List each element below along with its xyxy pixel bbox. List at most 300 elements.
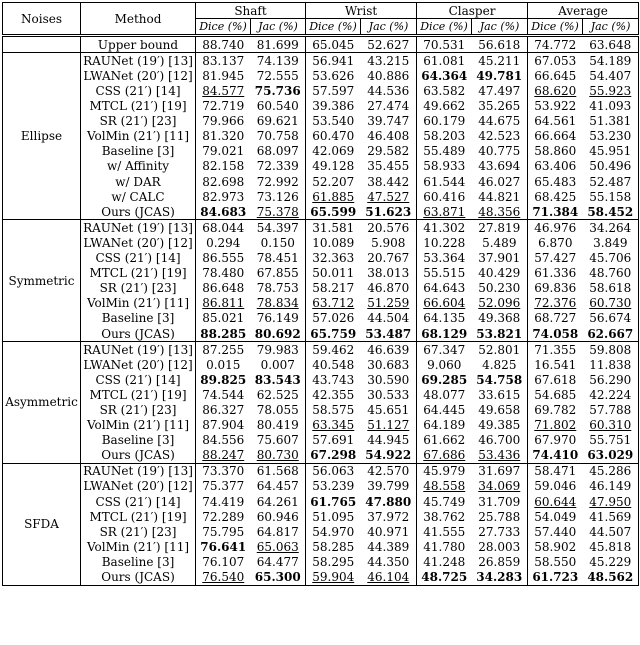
value-cell: 47.950 xyxy=(589,494,632,509)
value-cell: 42.355 xyxy=(312,387,355,402)
value-cell: 41.780 xyxy=(423,539,466,554)
value-cell: 57.788 xyxy=(589,402,632,417)
value-cell: 48.558 xyxy=(423,479,466,494)
value-cell: 68.727 xyxy=(534,311,577,326)
value-cell: 38.762 xyxy=(423,509,466,524)
value-cell: 76.107 xyxy=(202,554,245,569)
results-table xyxy=(2,2,639,586)
value-cell: 64.135 xyxy=(423,311,466,326)
value-cell: 0.015 xyxy=(206,357,241,372)
method-cell: LWANet (20′) [12] xyxy=(81,68,196,83)
value-cell: 58.217 xyxy=(312,281,355,296)
value-cell: 3.849 xyxy=(593,235,628,250)
value-cell: 53.239 xyxy=(312,479,355,494)
method-cell: LWANet (20′) [12] xyxy=(81,479,196,494)
value-cell: 67.970 xyxy=(534,433,577,448)
value-cell: 67.298 xyxy=(310,448,357,463)
table-row xyxy=(3,266,639,281)
table-row xyxy=(3,448,639,464)
value-cell: 52.487 xyxy=(589,174,632,189)
value-cell: 73.370 xyxy=(196,463,251,479)
value-cell: 40.429 xyxy=(472,266,528,281)
value-cell: 58.203 xyxy=(423,129,466,144)
value-cell: 26.859 xyxy=(472,554,528,569)
table-row xyxy=(3,311,639,326)
value-cell: 80.419 xyxy=(251,418,306,433)
table-row xyxy=(3,326,639,342)
value-cell: 45.951 xyxy=(589,144,632,159)
value-cell: 79.983 xyxy=(251,342,306,358)
results-body xyxy=(3,36,639,585)
value-cell: 43.694 xyxy=(472,159,528,174)
value-cell: 63.582 xyxy=(423,84,466,99)
value-cell: 34.264 xyxy=(583,220,639,236)
value-cell: 65.599 xyxy=(310,204,357,219)
value-cell: 45.979 xyxy=(417,463,472,479)
value-cell: 49.368 xyxy=(472,311,528,326)
value-cell: 72.376 xyxy=(534,296,577,311)
value-cell: 53.487 xyxy=(361,326,417,342)
value-cell: 72.992 xyxy=(251,174,306,189)
method-cell: LWANet (20′) [12] xyxy=(81,357,196,372)
value-cell: 45.651 xyxy=(361,402,417,417)
value-cell: 45.211 xyxy=(472,53,528,69)
value-cell: 80.692 xyxy=(251,326,306,342)
value-cell: 65.045 xyxy=(306,36,361,53)
method-cell: RAUNet (19′) [13] xyxy=(81,220,196,236)
value-cell: 61.336 xyxy=(534,266,577,281)
table-row xyxy=(3,53,639,69)
metric-dice-header: Dice (%) xyxy=(196,19,251,36)
value-cell: 84.556 xyxy=(202,433,245,448)
value-cell: 32.363 xyxy=(312,251,355,266)
value-cell: 20.576 xyxy=(361,220,417,236)
value-cell: 78.451 xyxy=(251,251,306,266)
value-cell: 41.093 xyxy=(589,99,632,114)
value-cell: 53.821 xyxy=(472,326,528,342)
value-cell: 51.623 xyxy=(361,204,417,220)
value-cell: 83.137 xyxy=(196,53,251,69)
value-cell: 57.691 xyxy=(312,433,355,448)
group-header-wrist: Wrist xyxy=(306,3,417,19)
value-cell: 67.053 xyxy=(528,53,583,69)
value-cell: 41.302 xyxy=(417,220,472,236)
value-cell: 45.749 xyxy=(423,494,466,509)
value-cell: 82.973 xyxy=(202,189,245,204)
value-cell: 47.527 xyxy=(361,189,417,204)
value-cell: 46.639 xyxy=(361,342,417,358)
value-cell: 54.049 xyxy=(534,509,577,524)
value-cell: 63.871 xyxy=(423,204,466,219)
value-cell: 58.471 xyxy=(528,463,583,479)
method-cell: Baseline [3] xyxy=(81,433,196,448)
value-cell: 58.285 xyxy=(312,539,355,554)
value-cell: 55.923 xyxy=(589,84,632,99)
value-cell: 76.641 xyxy=(200,539,247,554)
value-cell: 60.310 xyxy=(589,418,632,433)
value-cell: 46.149 xyxy=(589,479,632,494)
value-cell: 65.759 xyxy=(310,326,357,341)
value-cell: 38.013 xyxy=(361,266,417,281)
value-cell: 58.452 xyxy=(587,204,634,219)
value-cell: 39.747 xyxy=(361,114,417,129)
value-cell: 84.577 xyxy=(202,84,245,99)
value-cell: 72.555 xyxy=(251,68,306,83)
value-cell: 79.021 xyxy=(202,144,245,159)
value-cell: 54.758 xyxy=(472,372,528,387)
table-row xyxy=(3,387,639,402)
value-cell: 4.825 xyxy=(472,357,528,372)
upper-bound-row xyxy=(3,36,639,53)
value-cell: 75.795 xyxy=(202,524,245,539)
value-cell: 45.818 xyxy=(589,539,632,554)
noise-type-cell: Symmetric xyxy=(3,220,81,342)
table-row xyxy=(3,402,639,417)
value-cell: 56.063 xyxy=(306,463,361,479)
value-cell: 74.410 xyxy=(532,448,579,463)
group-header-average: Average xyxy=(558,3,608,18)
value-cell: 54.685 xyxy=(534,387,577,402)
table-row xyxy=(3,235,639,250)
value-cell: 61.723 xyxy=(532,570,579,585)
value-cell: 63.648 xyxy=(583,36,639,53)
value-cell: 57.440 xyxy=(534,524,577,539)
value-cell: 55.515 xyxy=(423,266,466,281)
method-cell: VolMin (21′) [11] xyxy=(81,129,196,144)
table-row xyxy=(3,99,639,114)
value-cell: 69.782 xyxy=(534,402,577,417)
value-cell: 75.607 xyxy=(251,433,306,448)
value-cell: 46.027 xyxy=(472,174,528,189)
value-cell: 56.674 xyxy=(589,311,632,326)
method-cell: Baseline [3] xyxy=(81,311,196,326)
method-cell: Ours (JCAS) xyxy=(81,326,196,342)
method-cell: w/ Affinity xyxy=(81,159,196,174)
value-cell: 62.667 xyxy=(587,326,634,341)
table-row xyxy=(3,569,639,585)
table-row xyxy=(3,174,639,189)
method-cell: Baseline [3] xyxy=(81,144,196,159)
value-cell: 6.870 xyxy=(538,235,573,250)
noise-type-cell: Ellipse xyxy=(3,53,81,220)
table-row xyxy=(3,342,639,358)
value-cell: 64.817 xyxy=(251,524,306,539)
header-row-groups xyxy=(3,3,639,19)
value-cell: 78.480 xyxy=(202,266,245,281)
value-cell: 43.215 xyxy=(361,53,417,69)
method-cell: MTCL (21′) [19] xyxy=(81,266,196,281)
value-cell: 50.011 xyxy=(312,266,355,281)
value-cell: 67.618 xyxy=(534,372,577,387)
value-cell: 78.834 xyxy=(251,296,306,311)
value-cell: 75.377 xyxy=(202,479,245,494)
metric-dice-header: Dice (%) xyxy=(306,19,361,36)
value-cell: 48.077 xyxy=(423,387,466,402)
value-cell: 27.733 xyxy=(472,524,528,539)
value-cell: 40.886 xyxy=(361,68,417,83)
value-cell: 51.381 xyxy=(589,114,632,129)
value-cell: 85.021 xyxy=(202,311,245,326)
method-cell: Ours (JCAS) xyxy=(81,204,196,220)
value-cell: 0.150 xyxy=(251,235,306,250)
value-cell: 41.569 xyxy=(589,509,632,524)
value-cell: 46.700 xyxy=(472,433,528,448)
metric-jac-header: Jac (%) xyxy=(583,19,639,36)
value-cell: 60.946 xyxy=(251,509,306,524)
value-cell: 27.474 xyxy=(361,99,417,114)
value-cell: 56.618 xyxy=(472,36,528,53)
value-cell: 44.507 xyxy=(589,524,632,539)
value-cell: 58.902 xyxy=(534,539,577,554)
value-cell: 61.544 xyxy=(423,174,466,189)
value-cell: 74.419 xyxy=(202,494,245,509)
value-cell: 61.568 xyxy=(251,463,306,479)
value-cell: 53.436 xyxy=(472,448,528,464)
value-cell: 87.904 xyxy=(202,418,245,433)
value-cell: 48.725 xyxy=(421,570,468,585)
value-cell: 63.345 xyxy=(312,418,355,433)
value-cell: 46.870 xyxy=(361,281,417,296)
value-cell: 58.575 xyxy=(312,402,355,417)
value-cell: 30.533 xyxy=(361,387,417,402)
value-cell: 53.230 xyxy=(589,129,632,144)
value-cell: 64.261 xyxy=(251,494,306,509)
value-cell: 50.230 xyxy=(472,281,528,296)
value-cell: 10.089 xyxy=(312,235,355,250)
value-cell: 51.127 xyxy=(361,418,417,433)
value-cell: 75.736 xyxy=(251,83,306,98)
table-row xyxy=(3,357,639,372)
value-cell: 46.976 xyxy=(528,220,583,236)
value-cell: 64.561 xyxy=(534,114,577,129)
table-row xyxy=(3,144,639,159)
value-cell: 40.775 xyxy=(472,144,528,159)
method-cell: VolMin (21′) [11] xyxy=(81,418,196,433)
value-cell: 53.364 xyxy=(423,251,466,266)
value-cell: 30.683 xyxy=(361,357,417,372)
value-cell: 80.730 xyxy=(251,448,306,464)
value-cell: 39.799 xyxy=(361,479,417,494)
method-cell: SR (21′) [23] xyxy=(81,402,196,417)
value-cell: 54.407 xyxy=(589,68,632,83)
value-cell: 59.046 xyxy=(534,479,577,494)
value-cell: 37.901 xyxy=(472,251,528,266)
value-cell: 58.550 xyxy=(534,554,577,569)
value-cell: 25.788 xyxy=(472,509,528,524)
value-cell: 33.615 xyxy=(472,387,528,402)
value-cell: 28.003 xyxy=(472,539,528,554)
method-cell: w/ CALC xyxy=(81,189,196,204)
value-cell: 35.455 xyxy=(361,159,417,174)
value-cell: 44.350 xyxy=(361,554,417,569)
value-cell: 50.496 xyxy=(589,159,632,174)
table-row xyxy=(3,539,639,554)
value-cell: 60.470 xyxy=(312,129,355,144)
value-cell: 73.126 xyxy=(251,189,306,204)
value-cell: 42.224 xyxy=(589,387,632,402)
value-cell: 74.058 xyxy=(532,326,579,341)
value-cell: 49.385 xyxy=(472,418,528,433)
value-cell: 67.855 xyxy=(251,266,306,281)
value-cell: 59.808 xyxy=(583,342,639,358)
value-cell: 43.743 xyxy=(312,372,355,387)
table-row xyxy=(3,509,639,524)
table-row xyxy=(3,554,639,569)
value-cell: 35.265 xyxy=(472,99,528,114)
value-cell: 72.339 xyxy=(251,159,306,174)
table-row xyxy=(3,68,639,83)
metric-jac-header: Jac (%) xyxy=(251,19,306,36)
value-cell: 88.285 xyxy=(200,326,247,341)
value-cell: 68.044 xyxy=(196,220,251,236)
value-cell: 44.675 xyxy=(472,114,528,129)
value-cell: 29.582 xyxy=(361,144,417,159)
value-cell: 57.427 xyxy=(534,251,577,266)
value-cell: 49.662 xyxy=(423,99,466,114)
value-cell: 44.945 xyxy=(361,433,417,448)
value-cell: 49.781 xyxy=(472,68,528,83)
value-cell: 0.294 xyxy=(206,235,241,250)
value-cell: 86.648 xyxy=(202,281,245,296)
value-cell: 56.941 xyxy=(306,53,361,69)
method-cell: CSS (21′) [14] xyxy=(81,251,196,266)
table-row xyxy=(3,129,639,144)
group-header-shaft: Shaft xyxy=(196,3,306,19)
value-cell: 66.604 xyxy=(423,296,466,311)
method-cell: MTCL (21′) [19] xyxy=(81,509,196,524)
table-row xyxy=(3,159,639,174)
value-cell: 67.347 xyxy=(417,342,472,358)
value-cell: 20.767 xyxy=(361,251,417,266)
value-cell: 72.289 xyxy=(202,509,245,524)
value-cell: 31.709 xyxy=(472,494,528,509)
value-cell: 63.712 xyxy=(312,296,355,311)
value-cell: 44.504 xyxy=(361,311,417,326)
value-cell: 75.378 xyxy=(251,204,306,220)
table-row xyxy=(3,372,639,387)
value-cell: 88.247 xyxy=(202,448,245,463)
value-cell: 84.683 xyxy=(200,204,247,219)
value-cell: 64.457 xyxy=(251,479,306,494)
value-cell: 76.540 xyxy=(202,570,245,585)
value-cell: 42.523 xyxy=(472,129,528,144)
value-cell: 60.644 xyxy=(534,494,577,509)
value-cell: 54.189 xyxy=(583,53,639,69)
value-cell: 53.922 xyxy=(534,99,577,114)
value-cell: 53.626 xyxy=(312,68,355,83)
value-cell: 34.283 xyxy=(472,569,528,585)
value-cell: 86.555 xyxy=(202,251,245,266)
value-cell: 89.825 xyxy=(200,372,247,387)
value-cell: 9.060 xyxy=(427,357,462,372)
method-cell: SR (21′) [23] xyxy=(81,524,196,539)
value-cell: 76.149 xyxy=(251,311,306,326)
value-cell: 78.753 xyxy=(251,281,306,296)
table-row xyxy=(3,463,639,479)
value-cell: 59.462 xyxy=(306,342,361,358)
value-cell: 86.327 xyxy=(202,402,245,417)
metric-jac-header: Jac (%) xyxy=(361,19,417,36)
value-cell: 72.719 xyxy=(202,99,245,114)
value-cell: 55.751 xyxy=(589,433,632,448)
value-cell: 65.300 xyxy=(251,569,306,585)
value-cell: 64.477 xyxy=(251,554,306,569)
value-cell: 83.543 xyxy=(251,372,306,387)
method-cell: LWANet (20′) [12] xyxy=(81,235,196,250)
value-cell: 63.406 xyxy=(534,159,577,174)
value-cell: 10.228 xyxy=(423,235,466,250)
value-cell: 47.497 xyxy=(472,83,528,98)
value-cell: 81.945 xyxy=(202,68,245,83)
value-cell: 67.686 xyxy=(423,448,466,463)
value-cell: 82.698 xyxy=(202,174,245,189)
value-cell: 71.355 xyxy=(528,342,583,358)
value-cell: 71.802 xyxy=(534,418,577,433)
value-cell: 52.627 xyxy=(361,36,417,53)
table-row xyxy=(3,418,639,433)
method-cell: CSS (21′) [14] xyxy=(81,494,196,509)
table-row xyxy=(3,433,639,448)
metric-dice-header: Dice (%) xyxy=(417,19,472,36)
value-cell: 16.541 xyxy=(534,357,577,372)
value-cell: 86.811 xyxy=(202,296,245,311)
value-cell: 31.581 xyxy=(306,220,361,236)
value-cell: 69.836 xyxy=(534,281,577,296)
method-cell: CSS (21′) [14] xyxy=(81,83,196,98)
value-cell: 64.643 xyxy=(423,281,466,296)
value-cell: 61.765 xyxy=(310,494,357,509)
value-cell: 82.158 xyxy=(202,159,245,174)
value-cell: 47.880 xyxy=(361,494,417,509)
method-cell: SR (21′) [23] xyxy=(81,281,196,296)
method-cell: Ours (JCAS) xyxy=(81,569,196,585)
value-cell: 60.540 xyxy=(251,99,306,114)
value-cell: 55.489 xyxy=(423,144,466,159)
value-cell: 5.489 xyxy=(472,235,528,250)
value-cell: 52.801 xyxy=(472,342,528,358)
table-row xyxy=(3,114,639,129)
value-cell: 46.408 xyxy=(361,129,417,144)
value-cell: 56.290 xyxy=(589,372,632,387)
value-cell: 74.544 xyxy=(202,387,245,402)
value-cell: 81.699 xyxy=(251,36,306,53)
value-cell: 74.139 xyxy=(251,53,306,69)
value-cell: 68.425 xyxy=(534,189,577,204)
value-cell: 64.189 xyxy=(423,418,466,433)
table-row xyxy=(3,479,639,494)
value-cell: 66.645 xyxy=(534,68,577,83)
value-cell: 55.158 xyxy=(589,189,632,204)
value-cell: 54.397 xyxy=(251,220,306,236)
value-cell: 41.248 xyxy=(423,554,466,569)
value-cell: 61.885 xyxy=(312,189,355,204)
metric-jac-header: Jac (%) xyxy=(472,19,528,36)
value-cell: 62.525 xyxy=(251,387,306,402)
value-cell: 61.662 xyxy=(423,433,466,448)
value-cell: 61.081 xyxy=(417,53,472,69)
value-cell: 40.548 xyxy=(312,357,355,372)
value-cell: 49.658 xyxy=(472,402,528,417)
value-cell: 51.095 xyxy=(312,509,355,524)
table-row xyxy=(3,220,639,236)
method-cell: Ours (JCAS) xyxy=(81,448,196,464)
metric-dice-header: Dice (%) xyxy=(528,19,583,36)
value-cell: 59.904 xyxy=(312,570,355,585)
table-row xyxy=(3,83,639,98)
value-cell: 30.590 xyxy=(361,372,417,387)
value-cell: 34.069 xyxy=(472,479,528,494)
value-cell: 42.069 xyxy=(312,144,355,159)
